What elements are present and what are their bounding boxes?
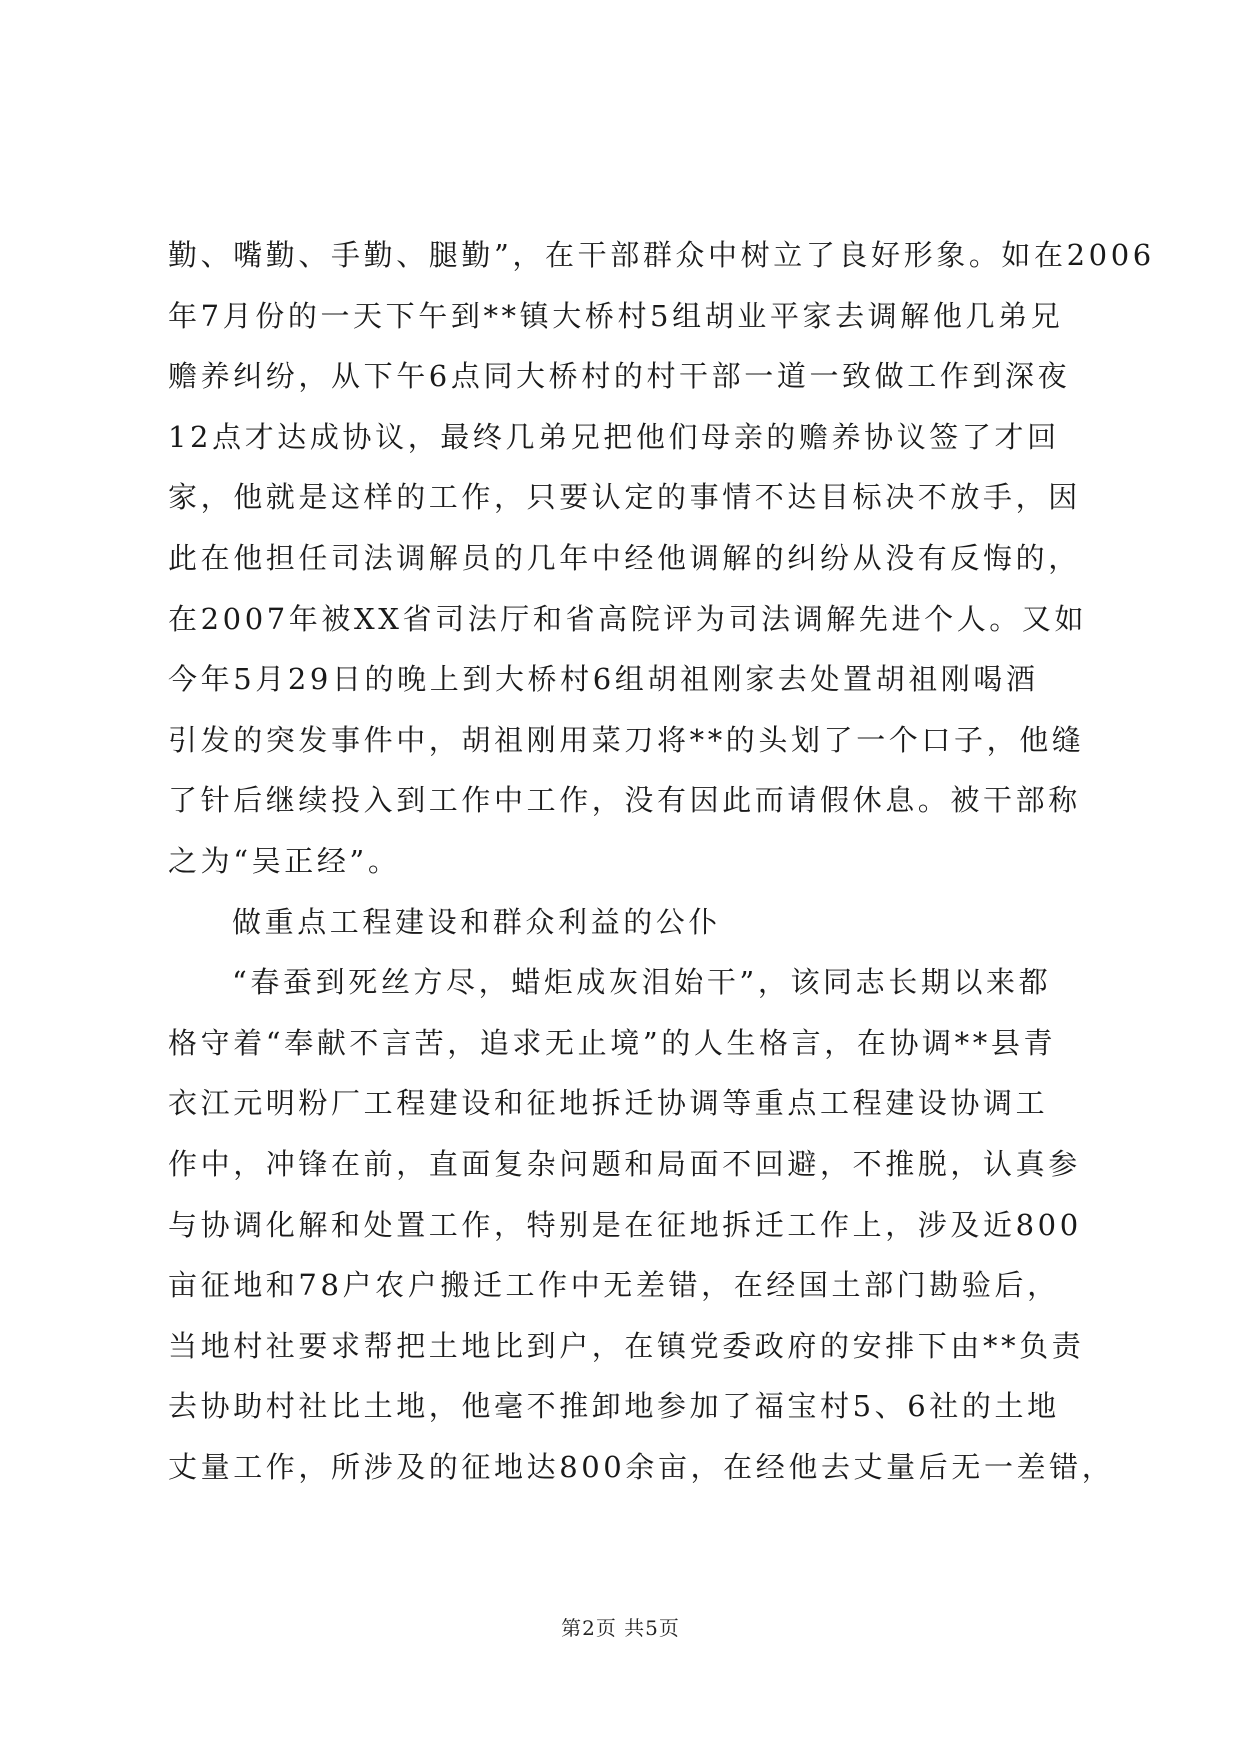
text-line: 在2007年被XX省司法厅和省高院评为司法调解先进个人。又如 xyxy=(168,601,1088,636)
text-line: 了针后继续投入到工作中工作，没有因此而请假休息。被干部称 xyxy=(168,783,1081,818)
text-line: 亩征地和78户农户搬迁工作中无差错，在经国土部门勘验后， xyxy=(168,1268,1060,1303)
text-line: 作中，冲锋在前，直面复杂问题和局面不回避，不推脱，认真参 xyxy=(168,1146,1081,1181)
page-number-footer: 第2页 共5页 xyxy=(561,1616,680,1640)
text-line: 此在他担任司法调解员的几年中经他调解的纠纷从没有反悔的， xyxy=(168,540,1081,575)
body-text xyxy=(168,225,1155,1497)
text-line: 当地村社要求帮把土地比到户，在镇党委政府的安排下由**负责 xyxy=(168,1328,1085,1363)
text-line: 赡养纠纷，从下午6点同大桥村的村干部一道一致做工作到深夜 xyxy=(168,359,1071,394)
text-line: 家，他就是这样的工作，只要认定的事情不达目标决不放手，因 xyxy=(168,480,1081,515)
text-line: “春蚕到死丝方尽，蜡炬成灰泪始干”，该同志长期以来都 xyxy=(232,965,1052,1000)
text-line: 去协助村社比土地，他毫不推卸地参加了福宝村5、6社的土地 xyxy=(168,1389,1060,1424)
text-line: 之为“吴正经”。 xyxy=(168,843,401,878)
text-line: 衣江元明粉厂工程建设和征地拆迁协调等重点工程建设协调工 xyxy=(168,1086,1049,1121)
text-line: 引发的突发事件中，胡祖刚用菜刀将**的头划了一个口子，他缝 xyxy=(168,722,1085,757)
text-line: 丈量工作，所涉及的征地达800余亩，在经他去丈量后无一差错， xyxy=(168,1449,1115,1484)
text-line: 今年5月29日的晚上到大桥村6组胡祖刚家去处置胡祖刚喝酒 xyxy=(168,662,1039,697)
text-line: 12点才达成协议，最终几弟兄把他们母亲的赡养协议签了才回 xyxy=(168,419,1060,454)
text-line: 与协调化解和处置工作，特别是在征地拆迁工作上，涉及近800 xyxy=(168,1207,1082,1242)
text-line: 年7月份的一天下午到**镇大桥村5组胡业平家去调解他几弟兄 xyxy=(168,298,1064,333)
text-line: 格守着“奉献不言苦，追求无止境”的人生格言，在协调**县青 xyxy=(168,1025,1057,1060)
text-line: 勤、嘴勤、手勤、腿勤”，在干部群众中树立了良好形象。如在2006 xyxy=(168,238,1155,272)
section-heading: 做重点工程建设和群众利益的公仆 xyxy=(232,904,722,939)
